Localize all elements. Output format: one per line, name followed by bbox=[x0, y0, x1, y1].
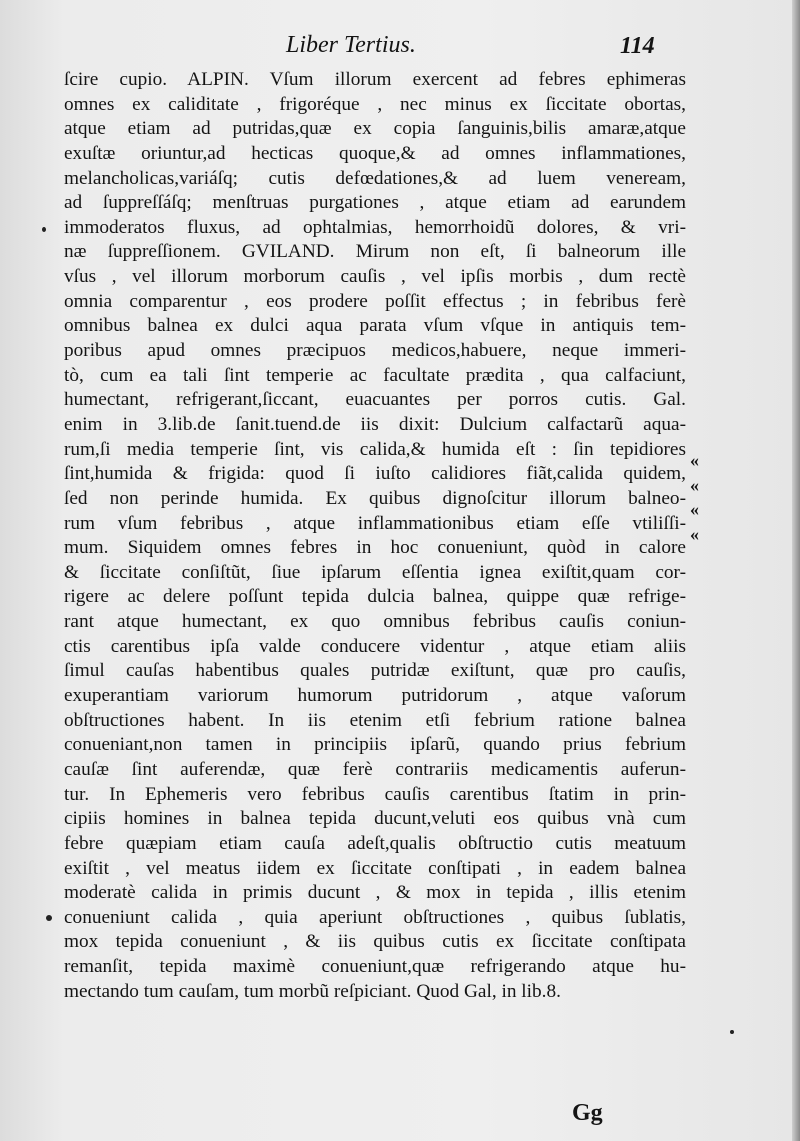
text-line: atque etiam ad putridas,quæ ex copia ſanguinis,bilis amaræ,atque bbox=[64, 118, 686, 140]
text-line: febre quæpiam etiam cauſa adeſt,qualis obſtructio cutis meatuum bbox=[64, 832, 686, 854]
text-line: vſus , vel illorum morborum cauſis , vel ipſis morbis , dum rectè bbox=[64, 266, 686, 288]
text-line: melancholicas,variáſq; cutis defœdationes,& ad luem veneream, bbox=[64, 167, 686, 189]
page-number: 114 bbox=[620, 33, 655, 59]
text-line: omnes ex caliditate , frigoréque , nec minus ex ſiccitate obortas, bbox=[64, 93, 686, 115]
text-line: rum vſum febribus , atque inflammationibus etiam eſſe vtiliſſi- bbox=[64, 512, 686, 534]
text-line: obſtructiones habent. In iis etenim etſi febrium ratione balnea bbox=[64, 709, 686, 731]
text-line: enim in 3.lib.de ſanit.tuend.de iis dixit: Dulcium calfactarũ aqua- bbox=[64, 413, 686, 435]
text-line: mox tepida conueniunt , & iis quibus cutis ex ſiccitate conſtipata bbox=[64, 931, 686, 953]
text-line: tò, cum ea tali ſint temperie ac facultate prædita , qua calfaciunt, bbox=[64, 364, 686, 386]
text-line: rigere ac delere poſſunt tepida dulcia balnea, quippe quæ refrige- bbox=[64, 586, 686, 608]
quote-mark: « bbox=[690, 523, 699, 544]
text-line: mum. Siquidem omnes febres in hoc conueniunt, quòd in calore bbox=[64, 537, 686, 559]
text-line: rant atque humectant, ex quo omnibus febribus cauſis coniun- bbox=[64, 611, 686, 633]
ink-speck bbox=[730, 1030, 734, 1034]
text-line: humectant, refrigerant,ſiccant, euacuantes per porros cutis. Gal. bbox=[64, 389, 686, 411]
text-line: conueniunt calida , quia aperiunt obſtructiones , quibus ſublatis, bbox=[64, 906, 686, 928]
text-line: rum,ſi media temperie ſint, vis calida,& humida eſt : ſin tepidiores bbox=[64, 438, 686, 460]
text-line: exuperantiam variorum humorum putridorum , atque vaſorum bbox=[64, 685, 686, 707]
text-line: immoderatos fluxus, ad ophtalmias, hemorrhoidũ dolores, & vri- bbox=[64, 216, 686, 238]
text-line: omnibus balnea ex dulci aqua parata vſum vſque in antiquis tem- bbox=[64, 315, 686, 337]
text-line: ad ſuppreſſáſq; menſtruas purgationes , atque etiam ad earundem bbox=[64, 192, 686, 214]
quote-mark: « bbox=[690, 499, 699, 520]
quote-mark: « bbox=[690, 450, 699, 470]
body-text bbox=[64, 68, 686, 1004]
text-line: cipiis homines in balnea tepida ducunt,veluti eos quibus vnà cum bbox=[64, 808, 686, 830]
text-line: tur. In Ephemeris vero febribus cauſis carentibus ſtatim in prin- bbox=[64, 783, 686, 805]
quote-mark: « bbox=[690, 474, 699, 495]
text-line: exuſtæ oriuntur,ad hecticas quoque,& ad omnes inflammationes, bbox=[64, 142, 686, 164]
ink-speck bbox=[42, 227, 46, 232]
page-edge bbox=[792, 0, 800, 1141]
text-line: ctis carentibus ipſa valde conducere videntur , atque etiam aliis bbox=[64, 635, 686, 657]
text-line: cauſæ ſint auferendæ, quæ ferè contrariis medicamentis auferun- bbox=[64, 758, 686, 780]
text-line: mectando tum cauſam, tum morbũ reſpiciant. Quod Gal, in lib.8. bbox=[64, 980, 561, 1002]
text-line: poribus apud omnes præcipuos medicos,habuere, neque immeri- bbox=[64, 340, 686, 362]
text-line: remanſit, tepida maximè conueniunt,quæ refrigerando atque hu- bbox=[64, 956, 686, 978]
text-line: omnia comparentur , eos prodere poſſit effectus ; in febribus ferè bbox=[64, 290, 686, 312]
margin-quote-marks bbox=[690, 448, 699, 547]
text-line: exiſtit , vel meatus iidem ex ſiccitate conſtipati , in eadem balnea bbox=[64, 857, 686, 879]
text-line: conueniant,non tamen in principiis ipſarũ, quando prius febrium bbox=[64, 734, 686, 756]
signature-mark: Gg bbox=[572, 1100, 603, 1126]
text-line: ſimul cauſas habentibus quales putridæ exiſtunt, quæ pro cauſis, bbox=[64, 660, 686, 682]
text-line: ſcire cupio. ALPIN. Vſum illorum exercent ad febres ephimeras bbox=[64, 69, 686, 90]
running-head: Liber Tertius. bbox=[286, 32, 416, 58]
text-line: næ ſuppreſſionem. GVILAND. Mirum non eſt, ſi balneorum ille bbox=[64, 241, 686, 263]
text-line: & ſiccitate conſiſtũt, ſiue ipſarum eſſentia ignea exiſtit,quam cor- bbox=[64, 561, 686, 583]
text-line: ſint,humida & frigida: quod ſi iuſto calidiores fiãt,calida quidem, bbox=[64, 463, 686, 485]
ink-speck bbox=[46, 915, 52, 921]
text-line: ſed non perinde humida. Ex quibus dignoſcitur illorum balneo- bbox=[64, 487, 686, 509]
text-line: moderatè calida in primis ducunt , & mox in tepida , illis etenim bbox=[64, 882, 686, 904]
